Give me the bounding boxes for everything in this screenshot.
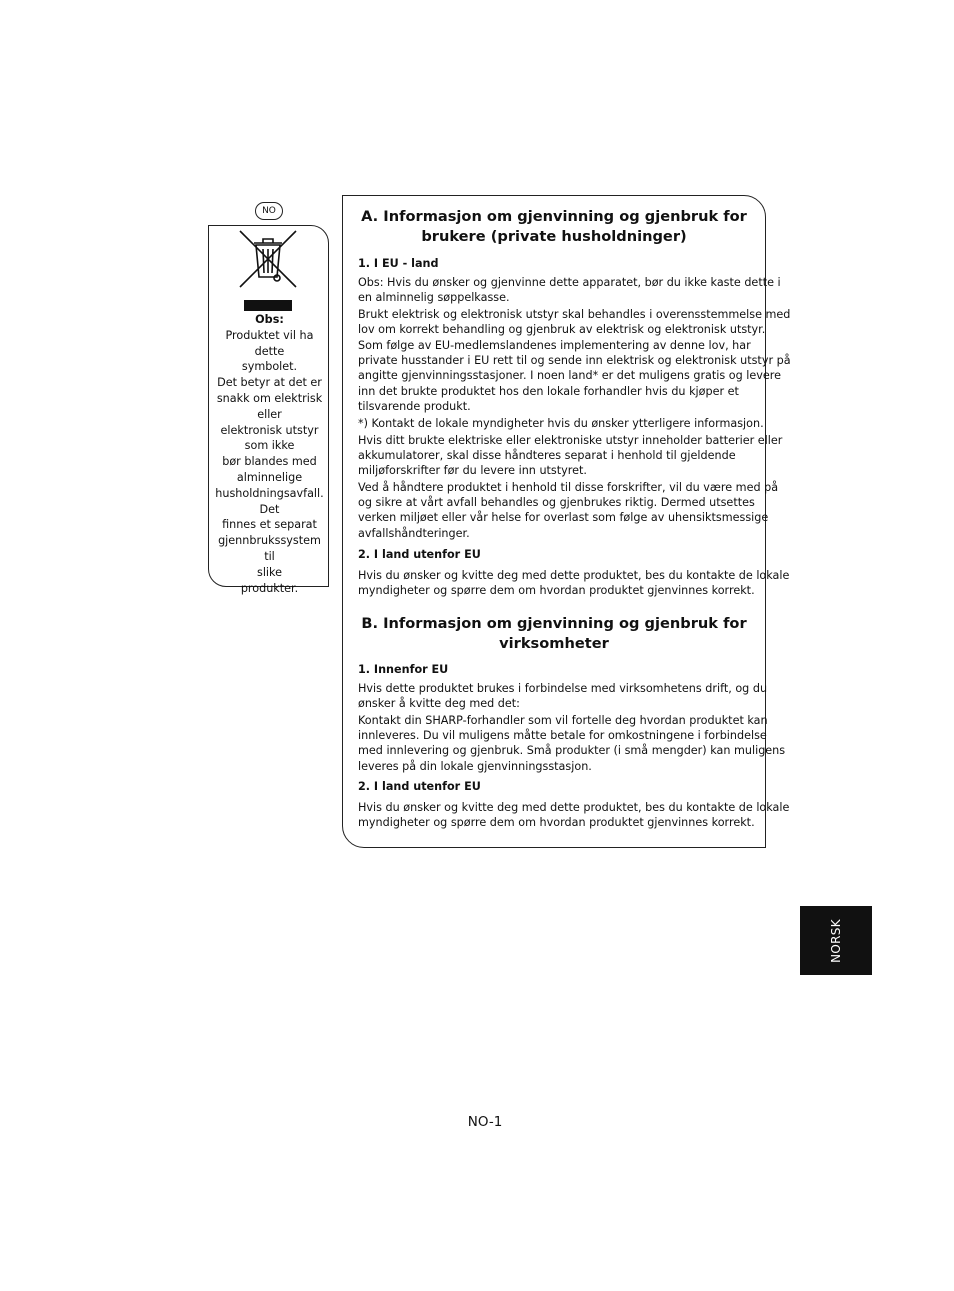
notice-line: elektronisk utstyr xyxy=(220,423,319,437)
notice-line: bør blandes med xyxy=(222,455,317,469)
weee-notice-text xyxy=(213,312,326,596)
section-a-paragraph: Brukt elektrisk og elektronisk utstyr skal behandles i overensstemmelse med lov om korrekt behandling og gjenbruk av elektrisk og elektronisk utstyr. xyxy=(358,308,791,337)
notice-line: Det xyxy=(259,502,280,516)
section-b-paragraph: Kontakt din SHARP-forhandler som vil fortelle deg hvordan produktet kan innleveres. Du vil muligens måtte betale for omkostningene i forbindelse med innlevering og gjenbruk. Små produkter (i små mengder) kan muligens leveres på din lokale gjenvinningsstasjon. xyxy=(358,714,786,773)
section-a-paragraph: Hvis du ønsker og kvitte deg med dette produktet, bes du kontakte de lokale myndigheter og spørre dem om hvordan produktet gjenvinnes korrekt. xyxy=(358,569,790,598)
section-a-paragraph: Hvis ditt brukte elektriske eller elektroniske utstyr inneholder batterier eller akkumulatorer, skal disse håndteres separat i henhold til gjeldende miljøforskrifter før du levere inn utstyret. xyxy=(358,434,783,478)
notice-line: Det betyr at det er xyxy=(217,376,322,390)
section-b-heading: B. Informasjon om gjenvinning og gjenbruk for virksomheter xyxy=(361,615,747,652)
notice-line: produkter. xyxy=(240,581,299,595)
section-a-heading: A. Informasjon om gjenvinning og gjenbruk for brukere (private husholdninger) xyxy=(361,208,747,245)
section-b-subheading-non-eu: 2. I land utenfor EU xyxy=(358,780,481,793)
section-a-footnote: *) Kontakt de lokale myndigheter hvis du ønsker ytterligere informasjon. xyxy=(358,417,764,430)
notice-line: husholdningsavfall. xyxy=(215,486,324,500)
language-badge: NO xyxy=(255,202,283,220)
section-a-paragraph: Ved å håndtere produktet i henhold til disse forskrifter, vil du være med på og sikre at vårt avfall behandles og gjenbrukes riktig. Dermed utsettes verken miljøet eller vår helse for overlast som følge av uhensiktsmessige avfallshåndteringer. xyxy=(358,481,779,540)
section-b-subheading-eu: 1. Innenfor EU xyxy=(358,663,449,676)
language-tab-label: NORSK xyxy=(829,918,843,963)
section-b-paragraph: Hvis dette produktet brukes i forbindelse med virksomhetens drift, og du ønsker å kvitte deg med det: xyxy=(358,682,768,711)
notice-line: gjennbrukssystem til xyxy=(218,534,321,563)
page-number: NO-1 xyxy=(467,1114,503,1130)
notice-line: finnes et separat xyxy=(222,518,317,532)
crossed-out-wheelie-bin-icon xyxy=(236,227,300,291)
notice-label: Obs: xyxy=(255,313,284,326)
section-a-paragraph: Som følge av EU-medlemslandenes implementering av denne lov, har private husstander i EU rett til og sende inn elektrisk og elektronisk utstyr på angitte gjenvinningsstasjoner. I noen land* er det muligens gratis og levere inn det brukte produktet hos den lokale forhandler hvis du kjøper et tilsvarende produkt. xyxy=(358,339,791,413)
disposal-info-box xyxy=(342,195,791,848)
bin-underline-bar xyxy=(244,300,292,311)
section-a-subheading-eu: 1. I EU - land xyxy=(358,257,439,270)
notice-line: symbolet. xyxy=(241,360,298,374)
notice-line: alminnelige xyxy=(236,470,303,484)
notice-line: snakk om elektrisk xyxy=(216,391,323,405)
section-a-paragraph: Obs: Hvis du ønsker og gjenvinne dette apparatet, bør du ikke kaste dette i en alminnelig søppelkasse. xyxy=(358,276,781,305)
weee-notice-box xyxy=(208,225,329,595)
section-b-paragraph: Hvis du ønsker og kvitte deg med dette produktet, bes du kontakte de lokale myndigheter og spørre dem om hvordan produktet gjenvinnes korrekt. xyxy=(358,801,790,830)
notice-line: som ikke xyxy=(244,439,295,453)
notice-line: dette xyxy=(254,344,285,358)
notice-line: Produktet vil ha xyxy=(225,328,314,342)
section-a-subheading-non-eu: 2. I land utenfor EU xyxy=(358,548,481,561)
language-tab xyxy=(800,906,872,975)
notice-line: eller xyxy=(257,407,282,421)
notice-line: slike xyxy=(256,565,282,579)
